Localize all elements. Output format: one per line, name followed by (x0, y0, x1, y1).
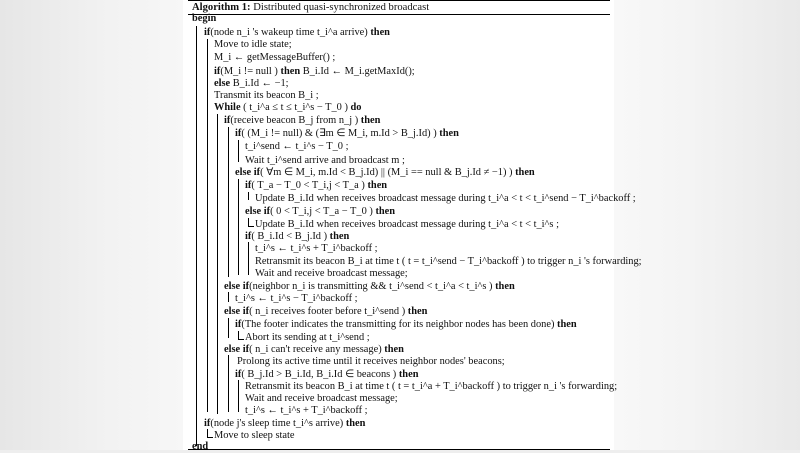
algorithm-line: Move to idle state; (214, 39, 292, 50)
indent-guide-neighbor (228, 292, 229, 302)
indent-guide-abort (238, 331, 239, 339)
algorithm-line: Wait and receive broadcast message; (255, 268, 408, 279)
background-right (614, 0, 800, 450)
algorithm-line: if( B_j.Id > B_i.Id, B_i.Id ∈ beacons ) then (235, 369, 419, 380)
algorithm-line: else if( ∀m ∈ M_i, m.Id < B_j.Id) || (M_i == null & B_j.Id ≠ −1) ) then (235, 167, 535, 178)
top-rule (188, 0, 610, 1)
caption-rule (188, 14, 610, 15)
algorithm-line: if(The footer indicates the transmitting for its neighbor nodes has been done) then (235, 319, 577, 330)
algorithm-block (188, 0, 642, 452)
indent-guide-else-if (238, 179, 239, 275)
algorithm-line: Retransmit its beacon B_i at time t ( t = t_i^send − T_i^backoff ) to trigger n_i 's forwarding; (255, 256, 642, 267)
algorithm-line: Update B_i.Id when receives broadcast message during t_i^a < t < t_i^s ; (255, 219, 559, 230)
algorithm-line: Move to sleep state (214, 430, 295, 441)
indent-guide-footer (228, 318, 229, 338)
algorithm-line: if( (M_i != null) & (∃m ∈ M_i, m.Id > B_j.Id) ) then (235, 128, 459, 139)
indent-guide-if-m (238, 140, 239, 162)
algorithm-line: t_i^s ← t_i^s + T_i^backoff ; (245, 405, 368, 416)
algorithm-line: else B_i.Id ← −1; (214, 78, 289, 89)
algorithm-line: else if( n_i receives footer before t_i^send ) then (224, 306, 428, 317)
algorithm-line: begin (192, 13, 217, 24)
algorithm-line: While ( t_i^a ≤ t ≤ t_i^s − T_0 ) do (214, 102, 362, 113)
indent-guide-elseif-0 (248, 218, 249, 226)
algorithm-line: Wait and receive broadcast message; (245, 393, 398, 404)
algorithm-line: t_i^s ← t_i^s − T_i^backoff ; (235, 293, 358, 304)
background-left (0, 0, 183, 450)
algorithm-line: if(node j's sleep time t_i^s arrive) then (204, 418, 366, 429)
indent-guide-wakeup (207, 39, 208, 412)
algorithm-line: Abort its sending at t_i^send ; (245, 332, 370, 343)
algorithm-line: if( B_i.Id < B_j.Id ) then (245, 231, 350, 242)
algorithm-page (183, 0, 642, 452)
algorithm-line: if(node n_i 's wakeup time t_i^a arrive) then (204, 27, 390, 38)
algorithm-line: Wait t_i^send arrive and broadcast m ; (245, 155, 405, 166)
algorithm-line: t_i^send ← t_i^s − T_0 ; (245, 141, 349, 152)
algorithm-line: t_i^s ← t_i^s + T_i^backoff ; (255, 243, 378, 254)
indent-guide-if-beacons (238, 380, 239, 412)
algorithm-line: if(M_i != null ) then B_i.Id ← M_i.getMaxId(); (214, 66, 415, 77)
indent-guide-elseif-0-foot (248, 226, 254, 227)
indent-guide-if-bid (248, 242, 249, 275)
algorithm-line: Prolong its active time until it receives neighbor nodes' beacons; (237, 356, 505, 367)
indent-guide-while (217, 114, 218, 414)
caption-label: Algorithm 1: (192, 2, 251, 13)
indent-guide-begin (196, 26, 197, 446)
algorithm-line: end (192, 441, 209, 452)
algorithm-line: if( T_a − T_0 < T_i,j < T_a ) then (245, 180, 388, 191)
algorithm-line: else if( n_i can't receive any message) then (224, 344, 404, 355)
indent-guide-cant-receive (228, 355, 229, 412)
algorithm-line: Transmit its beacon B_i ; (214, 90, 319, 101)
indent-guide-sleep (207, 429, 208, 437)
algorithm-line: else if(neighbor n_i is transmitting && t_i^send < t_i^a < t_i^s ) then (224, 281, 515, 292)
algorithm-line: else if( 0 < T_i,j < T_a − T_0 ) then (245, 206, 396, 217)
algorithm-line: Update B_i.Id when receives broadcast message during t_i^a < t < t_i^send − T_i^backoff ; (255, 193, 636, 204)
algorithm-line: if(receive beacon B_j from n_j ) then (224, 115, 381, 126)
indent-guide-if-ta (248, 192, 249, 200)
indent-guide-receive (228, 127, 229, 277)
algorithm-caption (192, 2, 429, 13)
caption-title: Distributed quasi-synchronized broadcast (253, 2, 430, 13)
indent-guide-sleep-foot (207, 437, 213, 438)
algorithm-line: M_i ← getMessageBuffer() ; (214, 52, 336, 63)
indent-guide-abort-foot (238, 339, 244, 340)
algorithm-line: Retransmit its beacon B_i at time t ( t = t_i^a + T_i^backoff ) to trigger n_i 's forwarding; (245, 381, 618, 392)
